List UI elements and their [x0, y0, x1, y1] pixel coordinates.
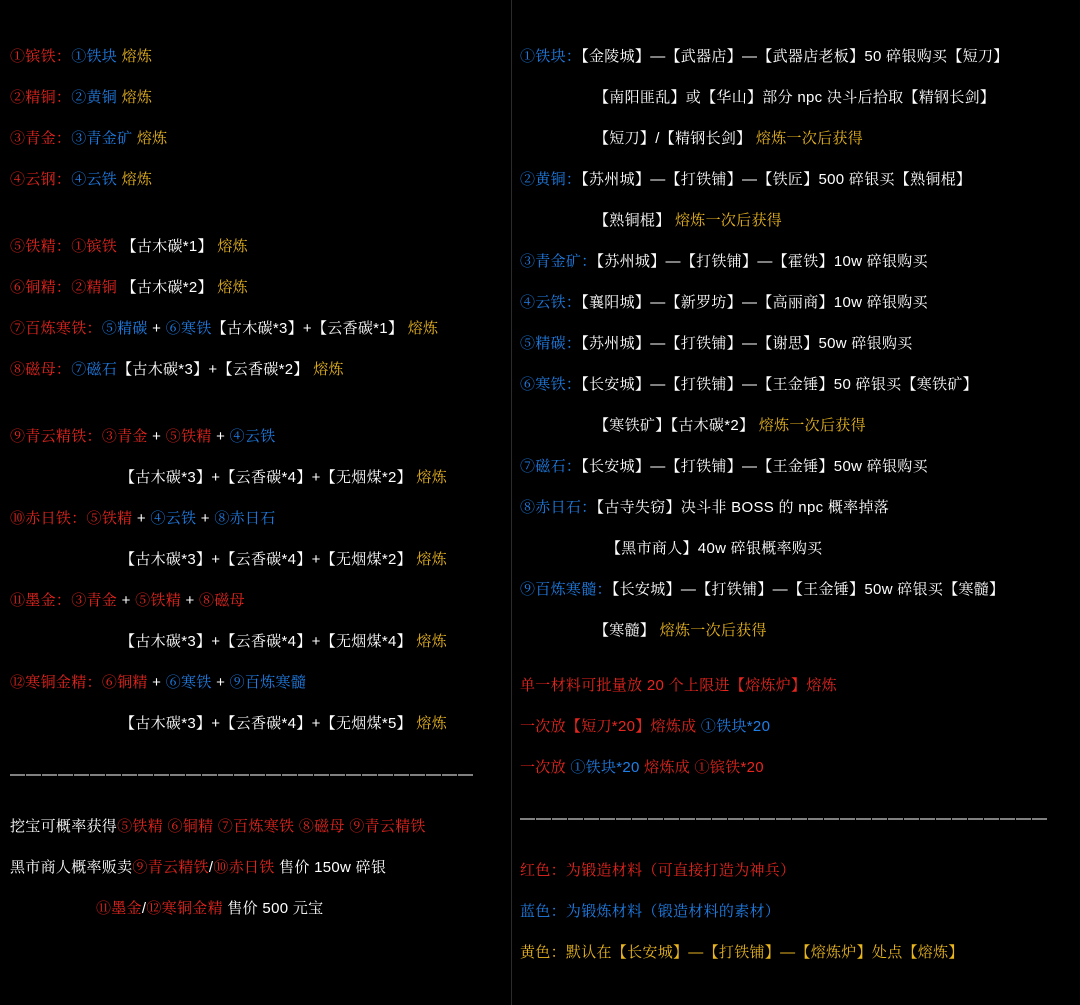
- source-line: ⑦磁石：【长安城】—【打铁铺】—【王金锤】50w 碎银购买: [520, 458, 928, 475]
- right-divider: —————————————————————————————————: [520, 810, 1048, 827]
- legend-line-yellow: 黄色：默认在【长安城】—【打铁铺】—【熔炼炉】处点【熔炼】: [520, 944, 964, 961]
- recipe-subline: 【古木碳*3】+【云香碳*4】+【无烟煤*2】 熔炼: [120, 469, 448, 486]
- recipe-line: ②精铜：②黄铜 熔炼: [10, 89, 153, 106]
- high-recipes-group: [10, 416, 504, 744]
- left-divider: —————————————————————————————: [10, 766, 474, 783]
- source-subline: 【寒髓】 熔炼一次后获得: [594, 622, 767, 639]
- recipe-line: ⑨青云精铁：③青金 + ⑤铁精 + ④云铁: [10, 428, 276, 445]
- batch-note-line: 单一材料可批量放 20 个上限进【熔炼炉】熔炼: [520, 677, 837, 694]
- recipe-line: ⑧磁母：⑦磁石【古木碳*3】+【云香碳*2】 熔炼: [10, 361, 344, 378]
- note-line: ⑪墨金/⑫寒铜金精 售价 500 元宝: [96, 900, 324, 917]
- source-line: ②黄铜：【苏州城】—【打铁铺】—【铁匠】500 碎银买【熟铜棍】: [520, 171, 972, 188]
- batch-note-line: 一次放【短刀*20】熔炼成 ①铁块*20: [520, 718, 771, 735]
- source-line: ⑧赤日石：【古寺失窃】决斗非 BOSS 的 npc 概率掉落: [520, 499, 890, 516]
- source-line: ⑤精碳：【苏州城】—【打铁铺】—【谢思】50w 碎银购买: [520, 335, 913, 352]
- legend-line-blue: 蓝色：为锻炼材料（锻造材料的素材）: [520, 903, 781, 920]
- recipe-line: ⑩赤日铁：⑤铁精 + ④云铁 + ⑧赤日石: [10, 510, 276, 527]
- source-line: ③青金矿：【苏州城】—【打铁铺】—【霍铁】10w 碎银购买: [520, 253, 928, 270]
- right-column: [512, 0, 1080, 1005]
- legend-group: [520, 850, 1074, 973]
- recipe-subline: 【古木碳*3】+【云香碳*4】+【无烟煤*5】 熔炼: [120, 715, 448, 732]
- source-subline: 【南阳匪乱】或【华山】部分 npc 决斗后拾取【精钢长剑】: [594, 89, 996, 106]
- recipe-subline: 【古木碳*3】+【云香碳*4】+【无烟煤*4】 熔炼: [120, 633, 448, 650]
- source-subline: 【寒铁矿】【古木碳*2】 熔炼一次后获得: [594, 417, 866, 434]
- source-subline: 【短刀】/【精钢长剑】 熔炼一次后获得: [594, 130, 864, 147]
- note-line: 黑市商人概率贩卖⑨青云精铁/⑩赤日铁 售价 150w 碎银: [10, 859, 387, 876]
- recipe-line: ⑤铁精：①镔铁 【古木碳*1】 熔炼: [10, 238, 248, 255]
- note-line: 挖宝可概率获得⑤铁精 ⑥铜精 ⑦百炼寒铁 ⑧磁母 ⑨青云精铁: [10, 818, 426, 835]
- sources-group: [520, 36, 1074, 651]
- recipe-line: ⑪墨金：③青金 + ⑤铁精 + ⑧磁母: [10, 592, 245, 609]
- source-line: ⑥寒铁：【长安城】—【打铁铺】—【王金锤】50 碎银买【寒铁矿】: [520, 376, 978, 393]
- recipe-line: ③青金：③青金矿 熔炼: [10, 130, 168, 147]
- batch-note-line: 一次放 ①铁块*20 熔炼成 ①镔铁*20: [520, 759, 764, 776]
- basic-recipes-group: [10, 36, 504, 200]
- recipe-line: ⑦百炼寒铁：⑤精碳 + ⑥寒铁【古木碳*3】+【云香碳*1】 熔炼: [10, 320, 439, 337]
- recipe-subline: 【古木碳*3】+【云香碳*4】+【无烟煤*2】 熔炼: [120, 551, 448, 568]
- left-column: [0, 0, 512, 1005]
- recipe-line: ⑫寒铜金精：⑥铜精 + ⑥寒铁 + ⑨百炼寒髓: [10, 674, 307, 691]
- recipe-line: ④云钢：④云铁 熔炼: [10, 171, 153, 188]
- source-line: ①铁块：【金陵城】—【武器店】—【武器店老板】50 碎银购买【短刀】: [520, 48, 1009, 65]
- batch-notes-group: [520, 665, 1074, 788]
- source-subline: 【黑市商人】40w 碎银概率购买: [606, 540, 823, 557]
- legend-line-red: 红色：为锻造材料（可直接打造为神兵）: [520, 862, 796, 879]
- source-subline: 【熟铜棍】 熔炼一次后获得: [594, 212, 783, 229]
- recipe-line: ⑥铜精：②精铜 【古木碳*2】 熔炼: [10, 279, 248, 296]
- left-notes-group: [10, 806, 504, 929]
- mid-recipes-group: [10, 226, 504, 390]
- recipe-line: ①镔铁：①铁块 熔炼: [10, 48, 153, 65]
- source-line: ④云铁：【襄阳城】—【新罗坊】—【高丽商】10w 碎银购买: [520, 294, 928, 311]
- source-line: ⑨百炼寒髓：【长安城】—【打铁铺】—【王金锤】50w 碎银买【寒髓】: [520, 581, 1005, 598]
